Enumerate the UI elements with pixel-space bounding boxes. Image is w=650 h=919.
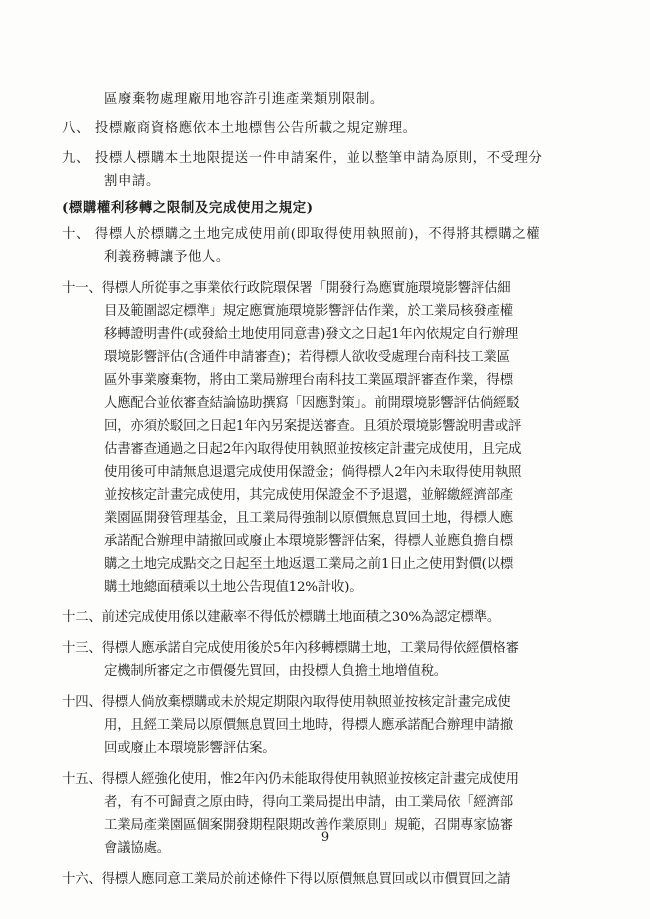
text-line: 用，且經工業局以原價無息買回土地時，得標人應承諾配合辦理申請撤 xyxy=(104,718,513,733)
page-number: 9 xyxy=(320,830,330,845)
text-line: 會議協處。 xyxy=(104,841,170,856)
text-line: 回或廢止本環境影響評估案。 xyxy=(104,741,276,756)
text-line: 十六、得標人應同意工業局於前述條件下得以原價無息買回或以市價買回之請 xyxy=(62,872,511,887)
text-line: 十四、得標人倘放棄標購或未於規定期限內取得使用執照並按核定計畫完成使 xyxy=(62,695,511,710)
text-line: 十一、得標人所從事之事業依行政院環保署「開發行為應實施環境影響評估細 xyxy=(62,281,511,296)
text-line: 人應配合並依審查結論協助撰寫「因應對策」。前開環境影響評估倘經駁 xyxy=(104,396,520,411)
text-line: 十五、得標人經強化使用，惟2年內仍未能取得使用執照並按核定計畫完成使用 xyxy=(62,772,519,787)
text-line: 承諾配合辦理申請撤回或廢止本環境影響評估案，得標人並應負擔自標 xyxy=(104,534,513,549)
text-line: 區廢棄物處理廠用地容許引進產業類別限制。 xyxy=(104,92,384,107)
text-line: 工業局產業園區個案開發期程限期改善作業原則」規範，召開專家協審 xyxy=(104,818,513,833)
text-line: 定機制所審定之市價優先買回，由投標人負擔土地增值稅。 xyxy=(104,664,447,679)
text-line: 移轉證明書件(或發給土地使用同意書)發文之日起1年內依規定自行辦理 xyxy=(104,327,519,342)
text-line: 利義務轉讓予他人。 xyxy=(104,250,230,265)
text-line: 購之土地完成點交之日起至土地返還工業局之前1日止之使用對價(以標 xyxy=(104,557,514,572)
text-line: 環境影響評估(含通件申請審查)；若得標人欲收受處理台南科技工業區 xyxy=(104,350,510,365)
text-line: 回，亦須於駁回之日起1年內另案提送審查。且須於環境影響說明書或評 xyxy=(104,419,522,434)
text-line: 割申請。 xyxy=(104,174,160,189)
text-line: 業園區開發管理基金，且工業局得強制以原價無息買回土地，得標人應 xyxy=(104,511,513,526)
text-line: 八、 投標廠商資格應依本土地標售公告所載之規定辦理。 xyxy=(62,121,417,136)
text-line: 十、 得標人於標購之土地完成使用前(即取得使用執照前)，不得將其標購之權 xyxy=(62,227,541,242)
text-line: 區外事業廢棄物，將由工業局辦理台南科技工業區環評審查作業，得標 xyxy=(104,373,513,388)
text-line: 十三、得標人應承諾自完成使用後於5年內移轉標購土地，工業局得依經價格審 xyxy=(62,641,519,656)
section-heading: (標購權利移轉之限制及完成使用之規定) xyxy=(62,200,314,216)
text-line: 購土地總面積乘以土地公告現值12%計收)。 xyxy=(104,580,363,595)
text-line: 十二、前述完成使用係以建蔽率不得低於標購土地面積之30%為認定標準。 xyxy=(62,610,501,625)
text-line: 並按核定計畫完成使用，其完成使用保證金不予退還，並解繳經濟部產 xyxy=(104,488,513,503)
text-line: 者，有不可歸責之原由時，得向工業局提出申請，由工業局依「經濟部 xyxy=(104,795,513,810)
text-line: 使用後可申請無息退還完成使用保證金；倘得標人2年內未取得使用執照 xyxy=(104,465,522,480)
text-line: 目及範圍認定標準」規定應實施環境影響評估作業，於工業局核發產權 xyxy=(104,304,513,319)
text-line: 估書審查通過之日起2年內取得使用執照並按核定計畫完成使用，且完成 xyxy=(104,442,522,457)
text-line: 九、 投標人標購本土地限提送一件申請案件，並以整筆申請為原則，不受理分 xyxy=(62,151,543,166)
